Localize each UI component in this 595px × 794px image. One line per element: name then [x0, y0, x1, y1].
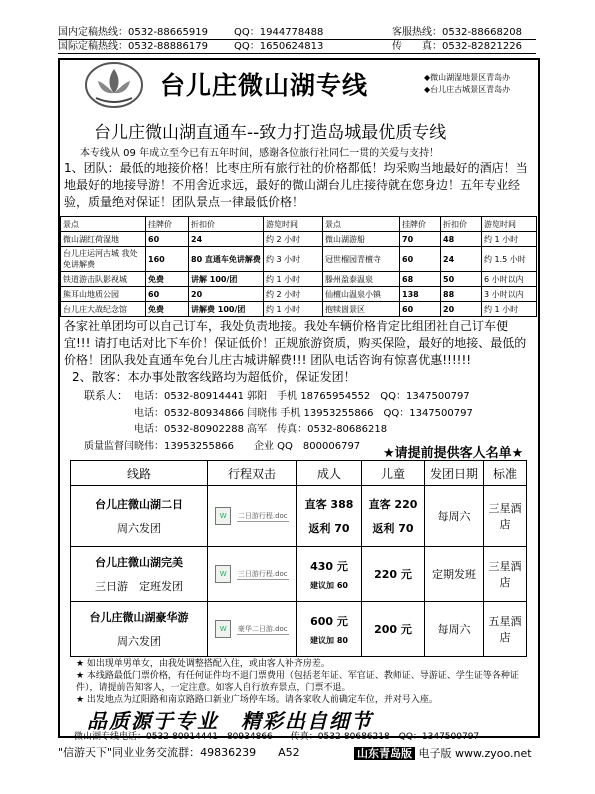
table-cell: 88: [441, 287, 482, 302]
adult-price-cell: [297, 486, 362, 547]
col-header: 景点: [61, 217, 146, 232]
col-header: 景点: [323, 217, 400, 232]
hotel-standard: 三星酒店: [484, 547, 527, 602]
word-doc-icon: W: [215, 620, 231, 638]
child-price: 直客 220: [368, 498, 418, 511]
table-cell: 滕州盈泰温泉: [323, 272, 400, 287]
table-cell: 20: [189, 287, 264, 302]
contact-line: 电话：0532-80934866 闫晓伟 手机 13953255866 QQ：1347500797: [134, 408, 473, 419]
route-price-table: [70, 460, 527, 657]
col-header: 线路: [71, 461, 208, 486]
adult-price: 600 元: [310, 614, 348, 628]
col-header: 挂牌价: [146, 217, 189, 232]
hotline-divider: [58, 39, 536, 40]
intro-thanks: 本专线从 09 年成立至今已有五年时间，感谢各位旅行社同仁一贯的关爱与支持！: [80, 148, 440, 159]
table-cell: 仙檀山温泉小镇: [323, 287, 400, 302]
hotel-standard: 三星酒店: [484, 486, 527, 547]
table-cell: 讲解费 100/团: [189, 302, 264, 317]
adult-price: 直客 388: [304, 498, 354, 511]
doc-filename: 豪华二日游.doc: [237, 624, 288, 633]
route-schedule: 周六发团: [117, 635, 161, 648]
adult-price-cell: [297, 547, 362, 602]
website-link[interactable]: 电子版 www.zyoo.net: [418, 747, 532, 760]
table-row: [61, 247, 537, 272]
table-cell: 熊耳山地质公园: [61, 287, 146, 302]
child-price-cell: [362, 486, 425, 547]
domestic-qq: QQ：1944778488: [234, 27, 324, 38]
route-name-cell: [71, 602, 208, 657]
intro-team: 1、团队：最低的地接价格！比枣庄所有旅行社的价格都低！均采购当地最好的酒店！当地最好的地接导游！不用舍近求远，最好的微山湖台儿庄接待就在您身边！五年专业经验，质量绝对保证！团队景点一律最低价格！: [64, 161, 528, 209]
table-cell: 约 1.5 小时: [482, 247, 537, 272]
table-cell: 约 1 小时: [482, 302, 537, 317]
office-list: [424, 72, 510, 96]
col-header: 发团日期: [425, 461, 484, 486]
table-cell: 138: [400, 287, 441, 302]
table-cell: 50: [441, 272, 482, 287]
note-item: ★ 如出现单男单女，由我处调整搭配入住，或由客人补齐房差。: [76, 659, 330, 669]
route-schedule: 周六发团: [117, 522, 161, 535]
col-header: 折扣价: [441, 217, 482, 232]
lotus-logo-icon: [84, 60, 144, 110]
table-cell: 3 小时以内: [482, 287, 537, 302]
table-cell: 约 1 小时: [264, 272, 323, 287]
table-cell: 80 直通车免讲解费: [189, 247, 264, 272]
individual-paragraph: 2、散客：本办事处散客线路均为超低价，保证发团！: [72, 370, 356, 384]
intl-qq: QQ：1650624813: [234, 41, 324, 52]
table-cell: 约 1 小时: [264, 302, 323, 317]
col-header: 游览时间: [264, 217, 323, 232]
itinerary-doc-link[interactable]: [208, 547, 297, 602]
adult-rebate: 返利 70: [308, 522, 350, 535]
table-cell: 6 小时以内: [482, 272, 537, 287]
note-item: ★ 本线路最低门票价格，有任何证件均不退门票费用（包括老年证、军官证、教师证、导游证、学生证等各种证件），请提前告知客人，一定注意。如客人自行放弃景点，门票不退。: [76, 671, 519, 693]
table-cell: 约 2 小时: [264, 287, 323, 302]
table-cell: 24: [441, 247, 482, 272]
slogan: 品质源于专业 精彩出自细节: [87, 709, 373, 733]
table-row: [61, 287, 537, 302]
booking-paragraph: 各家社单团均可以自己订车，我处负责地接。我处车辆价格肯定比组团社自己订车便宜!!! 请打电话对比下车价！保证低价！正规旅游资质，购买保险，最好的地接、最低的价格！团队我处直通车免台儿庄古城讲解费!!! 团队电话咨询有惊喜优惠!!!!!!: [64, 319, 527, 367]
table-cell: 60: [146, 287, 189, 302]
office-item: ◆微山湖湿地景区青岛办: [424, 73, 511, 82]
table-row: [61, 272, 537, 287]
table-cell: 台儿庄运河古城 我处免讲解费: [61, 247, 146, 272]
table-cell: 160: [146, 247, 189, 272]
footer-contact-line: 微山湖专线电话：0532-80914441 80934866 传真：0532-80686218 QQ：1347500797: [74, 732, 480, 742]
doc-filename: 二日游行程.doc: [237, 511, 288, 520]
intl-hotline: 国际定稿热线：0532-88886179: [58, 41, 208, 52]
table-cell: 48: [441, 232, 482, 247]
hotline-divider-bottom: [58, 53, 536, 54]
table-cell: 约 2 小时: [264, 232, 323, 247]
route-name-cell: [71, 547, 208, 602]
col-header: 儿童: [362, 461, 425, 486]
child-price: 200 元: [362, 602, 425, 657]
table-cell: 微山湖游船: [323, 232, 400, 247]
route-name: 台儿庄微山湖二日: [95, 498, 183, 511]
table-cell: 68: [400, 272, 441, 287]
table-cell: 约 3 小时: [264, 247, 323, 272]
adult-price: 430 元: [310, 559, 348, 573]
table-cell: 60: [146, 232, 189, 247]
table-cell: 免费: [146, 272, 189, 287]
route-name: 台儿庄微山湖豪华游: [89, 611, 189, 624]
domestic-hotline: 国内定稿热线：0532-88665919: [58, 27, 208, 38]
child-rebate: 返利 70: [372, 522, 414, 535]
col-header: 挂牌价: [400, 217, 441, 232]
table-cell: 60: [400, 302, 441, 317]
doc-filename: 三日游行程.doc: [237, 569, 288, 578]
departure-date: 每周六: [425, 602, 484, 657]
adult-suggestion: 建议加 80: [310, 635, 348, 645]
word-doc-icon: W: [215, 507, 231, 525]
col-header: 标准: [484, 461, 527, 486]
contact-label: 联系人：: [84, 389, 128, 402]
col-header: 折扣价: [189, 217, 264, 232]
table-cell: 冠世榴园青檀寺: [323, 247, 400, 272]
fax-number: 传 真：0532-82821226: [392, 41, 522, 52]
brand-title: 台儿庄微山湖专线: [160, 71, 369, 100]
word-doc-icon: W: [215, 565, 231, 583]
adult-suggestion: 建议加 60: [310, 580, 348, 590]
table-row: [71, 602, 527, 657]
table-cell: 讲解 100/团: [189, 272, 264, 287]
itinerary-doc-link[interactable]: [208, 602, 297, 657]
table-header-row: [71, 461, 527, 486]
service-hotline: 客服热线：0532-88668208: [392, 27, 522, 38]
footer-right: [354, 745, 532, 761]
scenic-price-table: [60, 216, 537, 317]
adult-price-cell: [297, 602, 362, 657]
table-cell: 台儿庄大战纪念馆: [61, 302, 146, 317]
table-row: [71, 547, 527, 602]
child-price: 220 元: [362, 547, 425, 602]
route-name-cell: [71, 486, 208, 547]
subtitle: 台儿庄微山湖直通车--致力打造岛城最优质专线: [94, 123, 447, 143]
edition-badge: 山东青岛版: [354, 747, 415, 760]
itinerary-doc-link[interactable]: [208, 486, 297, 547]
table-cell: 70: [400, 232, 441, 247]
col-header: 行程双击: [208, 461, 297, 486]
table-cell: 免费: [146, 302, 189, 317]
departure-date: 定期发班: [425, 547, 484, 602]
table-row: [61, 232, 537, 247]
departure-date: 每周六: [425, 486, 484, 547]
supervision-line: 质量监督闫晓伟：13953255866 企业 QQ 800006797: [84, 441, 361, 452]
route-schedule: 三日游 定班发团: [95, 580, 183, 593]
table-row: [71, 486, 527, 547]
hotel-standard: 五星酒店: [484, 602, 527, 657]
note-item: ★ 出发地点为辽阳路和南京路路口新业广场停车场。请各家收人前确定车位，并对号入座。: [76, 695, 438, 705]
names-request: ★请提前提供客人名单★: [383, 446, 524, 461]
table-row: [61, 302, 537, 317]
route-name: 台儿庄微山湖完美: [95, 556, 183, 569]
table-cell: 铁道游击队影视城: [61, 272, 146, 287]
table-cell: 60: [400, 247, 441, 272]
notes-list: [76, 658, 536, 706]
footer-left: "信游天下"同业业务交流群：49836239 A52: [58, 746, 300, 759]
contact-line: 电话：0532-80902288 高军 传真：0532-80686218: [134, 424, 388, 435]
col-header: 游览时间: [482, 217, 537, 232]
contact-line: 电话：0532-80914441 郭阳 手机 18765954552 QQ：1347500797: [134, 391, 470, 402]
table-cell: 20: [441, 302, 482, 317]
table-cell: 24: [189, 232, 264, 247]
table-cell: 约 1 小时: [482, 232, 537, 247]
table-header-row: [61, 217, 537, 232]
office-item: ◆台儿庄古城景区青岛办: [424, 85, 511, 94]
table-cell: 微山湖红荷湿地: [61, 232, 146, 247]
col-header: 成人: [297, 461, 362, 486]
table-cell: 抱犊崮景区: [323, 302, 400, 317]
